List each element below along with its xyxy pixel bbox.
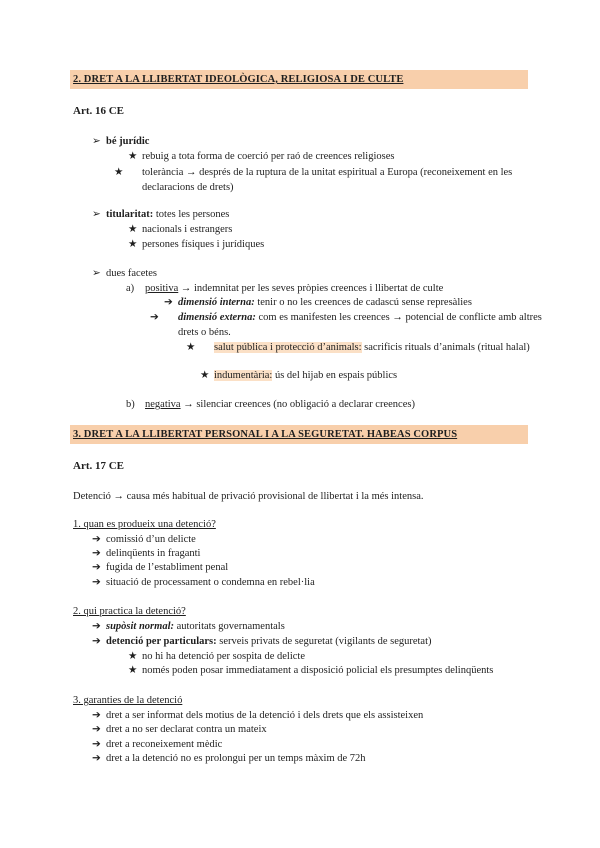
list-item: ➔ supòsit normal: autoritats governamentals xyxy=(92,621,285,632)
star-icon: ★ xyxy=(128,665,138,676)
list-item: ★ salut pública i protecció d’animals: sacrificis rituals d’animals (ritual halal) xyxy=(186,342,530,353)
list-item: ★ només poden posar immediatament a disposició policial els presumptes delinqüents xyxy=(128,665,494,676)
list-item: ➔ situació de processament o condemna en rebel·lia xyxy=(92,577,315,588)
star-icon: ★ xyxy=(114,167,124,178)
intro-paragraph: Detenció → causa més habitual de privació provisional de llibertat i la més intensa. xyxy=(73,491,424,502)
sub-item-internal: ➔ dimensió interna: tenir o no les creences de cadascú sense represàlies xyxy=(164,297,472,308)
right-arrow-icon: ➔ xyxy=(92,577,101,588)
list-item: ➔ dret a ser informat dels motius de la detenció i dels drets que els assisteixen xyxy=(92,710,424,721)
star-icon: ★ xyxy=(186,342,196,353)
section-3-article: Art. 17 CE xyxy=(73,460,125,472)
bullet-titularitat: ➢ titularitat: totes les persones xyxy=(92,209,230,220)
list-item: ➔ dret a reconeixement mèdic xyxy=(92,739,223,750)
list-item: ★ no hi ha detenció per sospita de delicte xyxy=(128,651,305,662)
right-arrow-icon: ➔ xyxy=(92,753,101,764)
list-item: ★ rebuig a tota forma de coerció per raó de creences religioses xyxy=(128,151,395,162)
right-arrow-icon: ➔ xyxy=(92,548,101,559)
right-arrow-icon: ➔ xyxy=(92,562,101,573)
star-icon: ★ xyxy=(128,239,138,250)
arrowhead-bullet-icon: ➢ xyxy=(92,268,101,279)
q3-heading: 3. garanties de la detenció xyxy=(73,695,183,706)
list-item: ➔ comissió d’un delicte xyxy=(92,534,196,545)
right-arrow-icon: ➔ xyxy=(92,739,101,750)
q2-heading: 2. qui practica la detenció? xyxy=(73,606,186,617)
right-arrow-icon: ➔ xyxy=(92,710,101,721)
right-arrow-icon: ➔ xyxy=(164,297,173,308)
arrowhead-bullet-icon: ➢ xyxy=(92,136,101,147)
section-2-title: 2. DRET A LA LLIBERTAT IDEOLÒGICA, RELIGIOSA I DE CULTE xyxy=(73,74,404,85)
list-item: ➔ delinqüents in fraganti xyxy=(92,548,201,559)
arrowhead-bullet-icon: ➢ xyxy=(92,209,101,220)
section-2-article: Art. 16 CE xyxy=(73,105,125,117)
star-icon: ★ xyxy=(128,224,138,235)
facet-positive: a) positiva → indemnitat per les seves pròpies creences i llibertat de culte xyxy=(126,283,444,294)
star-icon: ★ xyxy=(128,151,138,162)
list-item: ★ indumentària: ús del hijab en espais públics xyxy=(200,370,398,381)
bullet-dues-facetes: ➢ dues facetes xyxy=(92,268,158,279)
list-item: ➔ dret a la detenció no es prolongui per un temps màxim de 72h xyxy=(92,753,366,764)
list-item: ★ nacionals i estrangers xyxy=(128,224,233,235)
list-item: ➔ detenció per particulars: serveis privats de seguretat (vigilants de seguretat) xyxy=(92,636,432,647)
right-arrow-icon: ➔ xyxy=(92,724,101,735)
right-arrow-icon: ➔ xyxy=(92,621,101,632)
list-item: ★ tolerància → després de la ruptura de la unitat espiritual a Europa (reconeixement en les declaracions de drets) xyxy=(114,167,513,193)
q1-heading: 1. quan es produeix una detenció? xyxy=(73,519,216,530)
bullet-be-juridic xyxy=(92,135,149,149)
star-icon: ★ xyxy=(128,651,138,662)
sub-item-external: ➔ dimensió externa: com es manifesten les creences → potencial de conflicte amb altres drets o béns. xyxy=(150,312,542,338)
right-arrow-icon: ➔ xyxy=(150,312,159,323)
list-item: ➔ dret a no ser declarat contra un mateix xyxy=(92,724,267,735)
list-item: ★ persones físiques i jurídiques xyxy=(128,239,265,250)
section-3-title: 3. DRET A LA LLIBERTAT PERSONAL I A LA SEGURETAT. HABEAS CORPUS xyxy=(73,429,458,440)
right-arrow-icon: ➔ xyxy=(92,636,101,647)
list-item: ➔ fugida de l’establiment penal xyxy=(92,562,229,573)
facet-negative: b) negativa → silenciar creences (no obligació a declarar creences) xyxy=(126,399,415,410)
bullet-label: bé jurídic xyxy=(106,136,150,147)
right-arrow-icon: ➔ xyxy=(92,534,101,545)
star-icon: ★ xyxy=(200,370,210,381)
